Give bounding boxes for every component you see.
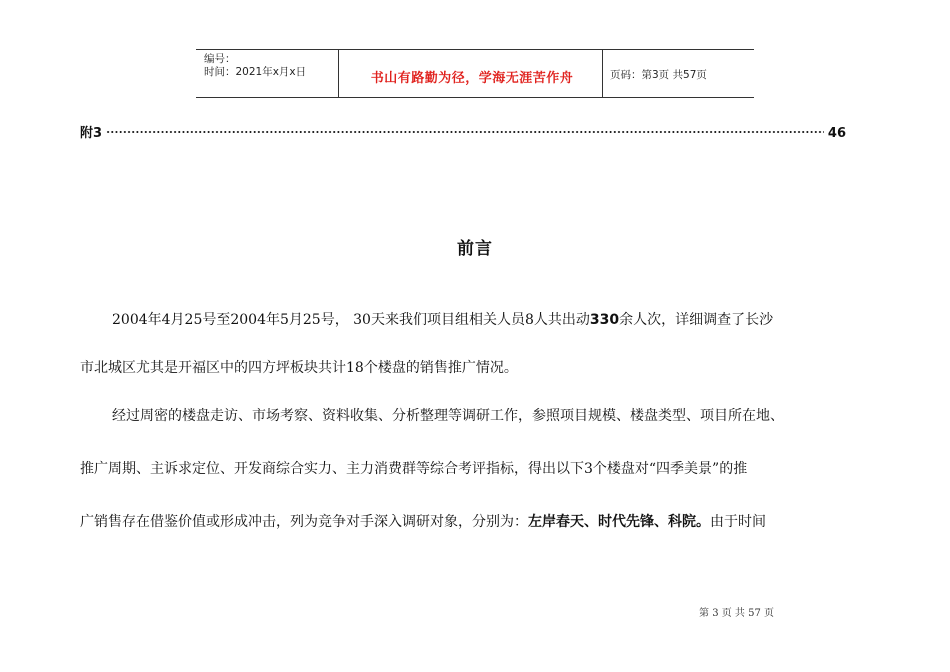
text-run: 余人次，详细调查了长沙	[619, 312, 774, 328]
bold-figure: 330	[589, 312, 620, 328]
number-label: 编号：	[204, 53, 236, 65]
paragraph-line: 经过周密的楼盘走访、市场考察、资料收集、分析整理等调研工作，参照项目规模、楼盘类型、项目所在地、	[112, 408, 784, 424]
text-run: 由于时间	[710, 514, 766, 530]
header-meta	[204, 53, 306, 79]
toc-entry[interactable]	[80, 122, 846, 142]
paragraph-line	[80, 511, 766, 531]
header-page-info: 页码：第3页 共57页	[610, 69, 707, 81]
text-run: 广销售存在借鉴价值或形成冲击，列为竞争对手深入调研对象，分别为：	[80, 514, 528, 530]
competitor-names: 左岸春天、时代先锋、科院。	[528, 514, 710, 530]
header-divider	[602, 50, 603, 97]
toc-leader-dots	[106, 128, 824, 137]
toc-page-number: 46	[827, 126, 846, 141]
paragraph-line: 推广周期、主诉求定位、开发商综合实力、主力消费群等综合考评指标，得出以下3个楼盘对“四季美景”的推	[80, 461, 748, 477]
text-run: 2004年4月25号至2004年5月25号， 30天来我们项目组相关人员8人共出动	[112, 312, 590, 328]
toc-label: 附3	[80, 126, 103, 141]
paragraph-line: 市北城区尤其是开福区中的四方坪板块共计18个楼盘的销售推广情况。	[80, 360, 518, 376]
page-footer: 第 3 页 共 57 页	[699, 608, 774, 619]
section-title: 前言	[457, 239, 493, 259]
header-divider	[338, 50, 339, 97]
time-label: 时间：2021年x月x日	[204, 66, 307, 78]
paragraph-line	[112, 309, 773, 329]
header-motto: 书山有路勤为径，学海无涯苦作舟	[370, 71, 574, 86]
page-header-table	[196, 49, 754, 98]
